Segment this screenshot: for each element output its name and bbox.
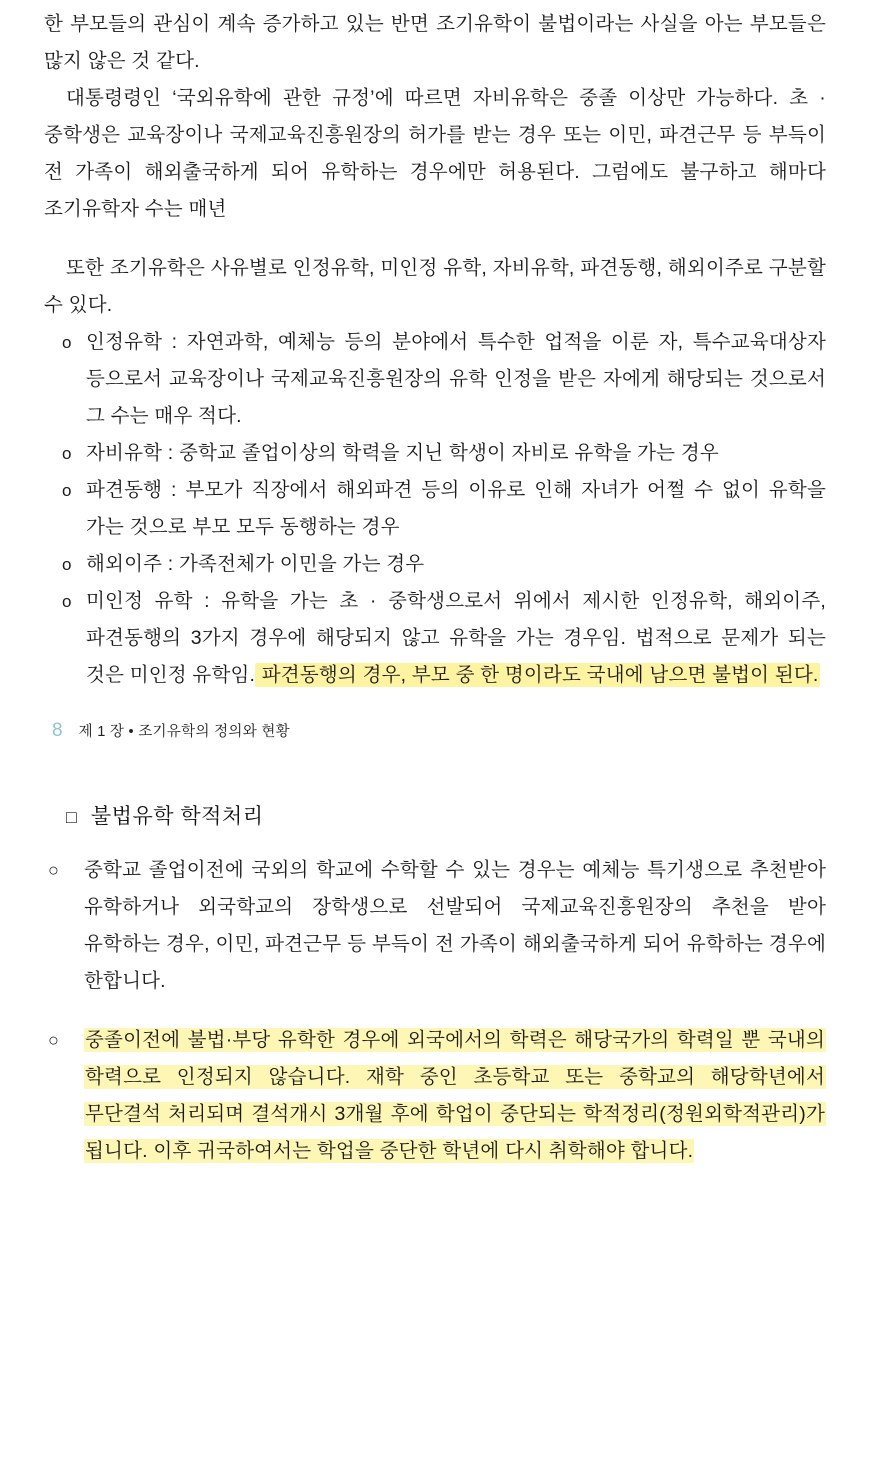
list-item-unrecognized: [44, 583, 826, 694]
academic-handling-list: [44, 852, 826, 1170]
spacer: [44, 228, 826, 250]
list-item-label: 자비유학 : 중학교 졸업이상의 학력을 지닌 학생이 자비로 유학을 가는 경우: [86, 442, 719, 464]
square-bullet-icon: □: [66, 807, 77, 827]
section-heading: [44, 800, 826, 830]
list-item: [44, 324, 826, 435]
study-abroad-type-list: [44, 324, 826, 694]
chapter-label: 제 1 장 • 조기유학의 정의와 현황: [78, 724, 290, 740]
list-item: [44, 546, 826, 583]
list-item-label: 해외이주 : 가족전체가 이민을 가는 경우: [86, 553, 425, 575]
circle-bullet-icon: ○: [48, 860, 60, 880]
paragraph-continuation: 한 부모들의 관심이 계속 증가하고 있는 반면 조기유학이 불법이라는 사실을 아는 부모들은 많지 않은 것 같다.: [44, 13, 826, 72]
list-item: [44, 472, 826, 546]
list-item-label: 인정유학 : 자연과학, 예체능 등의 분야에서 특수한 업적을 이룬 자, 특수교육대상자 등으로서 교육장이나 국제교육진흥원장의 유학 인정을 받은 자에게 해당되는 것으로서 그 수는 매우 적다.: [86, 331, 826, 427]
bullet-marker: o: [62, 333, 72, 352]
bullet-marker: o: [62, 555, 72, 574]
bullet-marker: o: [62, 481, 72, 500]
list-item-label: 미인정 유학 : 유학을 가는 초 · 중학생으로서 위에서 제시한 인정유학, 해외이주, 파견동행의 3가지 경우에 해당되지 않고 유학을 가는 경우임. 법적으로 문제가 되는 것은 미인정 유학임.: [86, 590, 826, 686]
list-item-label: 중졸이전에 불법·부당 유학한 경우에 외국에서의 학력은 해당국가의 학력일 뿐 국내의 학력으로 인정되지 않습니다. 재학 중인 초등학교 또는 중학교의 해당학년에서 무단결석 처리되며 결석개시 3개월 후에 학업이 중단되는 학적정리(정원외학적관리)가 됩니다. 이후 귀국하여서는 학업을 중단한 학년에 다시 취학해야 합니다.: [85, 1029, 825, 1162]
page-content: [44, 6, 826, 1170]
section-title: 불법유학 학적처리: [90, 805, 264, 828]
circle-bullet-icon: ○: [48, 1030, 60, 1050]
paragraph-categories-intro: 또한 조기유학은 사유별로 인정유학, 미인정 유학, 자비유학, 파견동행, 해외이주로 구분할 수 있다.: [44, 257, 826, 316]
bullet-marker: o: [62, 444, 72, 463]
highlighted-text: 파견동행의 경우, 부모 중 한 명이라도 국내에 남으면 불법이 된다.: [256, 664, 819, 686]
list-item-highlighted: [44, 1022, 826, 1170]
list-item-label: 파견동행 : 부모가 직장에서 해외파견 등의 이유로 인해 자녀가 어쩔 수 없이 유학을 가는 것으로 부모 모두 동행하는 경우: [86, 479, 826, 538]
bullet-marker: o: [62, 592, 72, 611]
page-number: 8: [52, 720, 63, 741]
list-item: [44, 435, 826, 472]
list-item: [44, 852, 826, 1000]
running-footer: [44, 720, 826, 742]
paragraph-regulation: 대통령령인 ‘국외유학에 관한 규정’에 따르면 자비유학은 중졸 이상만 가능하다. 초 · 중학생은 교육장이나 국제교육진흥원장의 허가를 받는 경우 또는 이민, 파견근무 등 부득이 전 가족이 해외출국하게 되어 유학하는 경우에만 허용된다. 그럼에도 불구하고 해마다 조기유학자 수는 매년: [44, 87, 826, 220]
list-item-label: 중학교 졸업이전에 국외의 학교에 수학할 수 있는 경우는 예체능 특기생으로 추천받아 유학하거나 외국학교의 장학생으로 선발되어 국제교육진흥원장의 추천을 받아 유학하는 경우, 이민, 파견근무 등 부득이 전 가족이 해외출국하게 되어 유학하는 경우에 한합니다.: [84, 859, 826, 992]
spacer: [44, 830, 826, 852]
